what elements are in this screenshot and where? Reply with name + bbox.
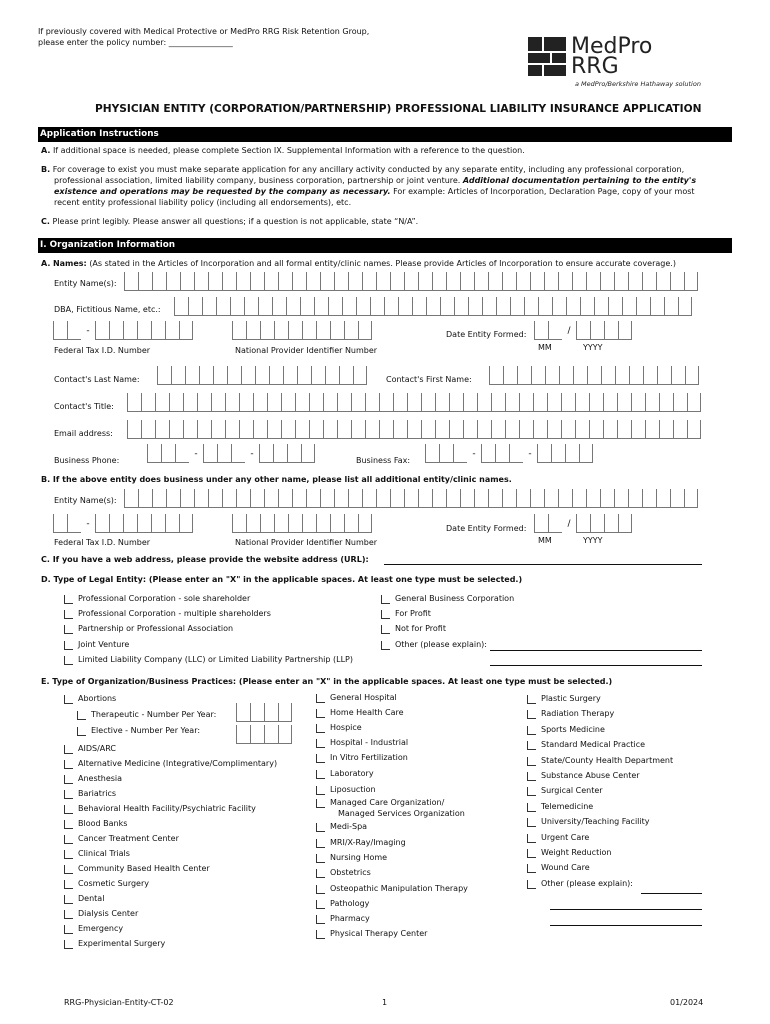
mm-label: MM [538,343,552,352]
dba-input[interactable] [174,297,692,317]
phone-label: Business Phone: [54,456,120,465]
instr-b-line3: For example: Articles of Incorporation, Declaration Page, copy of your most [393,187,695,196]
npi-input[interactable] [232,321,372,341]
option-label: Behavioral Health Facility/Psychiatric Facility [78,804,256,813]
checkbox[interactable] [527,834,536,843]
checkbox[interactable] [64,910,73,919]
option-label: Not for Profit [395,624,446,634]
option-label: Abortions [78,694,117,703]
logo-tagline: a MedPro/Berkshire Hathaway solution [575,80,701,88]
checkbox[interactable] [64,641,73,650]
option-label: Partnership or Professional Association [78,624,234,634]
org-c-question: C. If you have a web address, please provide the website address (URL): [41,555,369,564]
option-label: Urgent Care [541,832,590,842]
checkbox[interactable] [64,656,73,665]
instr-a-text: If additional space is needed, please complete Section IX. Supplemental Information with a reference to the question. [52,146,525,155]
checkbox[interactable] [64,610,73,619]
b-yyyy-label: YYYY [583,536,603,545]
option-label: University/Teaching Facility [541,817,650,827]
checkbox[interactable] [316,724,325,733]
section-i-heading: I. Organization Information [38,238,732,253]
checkbox[interactable] [64,880,73,889]
checkbox[interactable] [316,839,325,848]
checkbox[interactable] [316,739,325,748]
option-label: AIDS/ARC [78,744,116,753]
checkbox[interactable] [316,694,325,703]
instr-c-text: Please print legibly. Please answer all questions; if a question is not applicable, state “N/A”. [52,217,419,226]
option-label: Professional Corporation - multiple shareholders [78,609,271,619]
option-label: Standard Medical Practice [541,740,646,750]
business-fax-input[interactable] [425,444,593,464]
checkbox[interactable] [64,790,73,799]
org-d-question: D. Type of Legal Entity: (Please enter an "X" in the applicable spaces. At least one type must be selected.) [41,575,523,584]
b-npi-label: National Provider Identifier Number [235,538,378,547]
option-label: General Hospital [330,693,397,702]
option-label: Liposuction [330,785,376,794]
checkbox[interactable] [316,709,325,718]
org-a-text: (As stated in the Articles of Incorporation and all formal entity/clinic names. Please provide Articles of Incorporation to ensure accurate coverage.) [89,259,676,268]
checkbox[interactable] [527,849,536,858]
elective-count-input[interactable] [236,725,292,745]
checkbox[interactable] [64,775,73,784]
checkbox[interactable] [527,803,536,812]
option-label: Laboratory [330,769,374,778]
option-label: For Profit [395,609,431,619]
website-url-input[interactable] [384,564,702,565]
practice-other-explain-line3[interactable] [550,925,702,926]
option-label: Cancer Treatment Center [78,834,179,843]
checkbox[interactable] [64,925,73,934]
org-e-question: E. Type of Organization/Business Practices: (Please enter an "X" in the applicable spaces. At least one type must be selected.) [41,677,613,686]
checkbox[interactable] [316,770,325,779]
b-federal-tax-id-input[interactable] [53,514,193,534]
org-a-bold: Names: [52,259,87,268]
option-label: Emergency [78,924,124,933]
option-label: Elective - Number Per Year: [91,726,201,735]
checkbox[interactable] [64,625,73,634]
instr-b-line1: For coverage to exist you must make separate application for any ancillary activity conducted by any separate entity, including any professional corporation, [52,165,685,174]
checkbox[interactable] [381,610,390,619]
option-label: Weight Reduction [541,848,612,857]
npi-label: National Provider Identifier Number [235,346,378,355]
option-label: Telemedicine [541,801,594,811]
checkbox[interactable] [64,895,73,904]
option-label: Other (please explain): [541,878,633,888]
federal-tax-label: Federal Tax I.D. Number [54,346,151,355]
practice-other-explain-line1[interactable] [641,893,702,894]
checkbox[interactable] [316,900,325,909]
checkbox[interactable] [316,786,325,795]
option-label: Wound Care [541,863,590,873]
option-label: Radiation Therapy [541,709,615,719]
option-label: Osteopathic Manipulation Therapy [330,884,468,893]
instr-b-line3-bold: existence and operations may be requested by the company as necessary. [54,187,391,196]
option-label: State/County Health Department [541,755,674,765]
checkbox[interactable] [64,805,73,814]
option-label: Joint Venture [78,639,130,649]
dba-label: DBA, Fictitious Name, etc.: [54,305,161,314]
option-label: Dialysis Center [78,909,139,918]
instr-b-label: B. [41,165,51,174]
checkbox[interactable] [64,820,73,829]
option-label: Medi-Spa [330,822,368,831]
contact-title-input[interactable] [127,393,701,413]
b-date-formed-input[interactable] [534,514,632,534]
footer-date: 01/2024 [670,998,704,1007]
checkbox[interactable] [316,869,325,878]
option-label: Experimental Surgery [78,939,166,948]
b-entity-names-input[interactable] [124,489,698,509]
option-label: Pharmacy [330,914,370,923]
option-label: Physical Therapy Center [330,929,428,938]
instr-c-label: C. [41,217,50,226]
contact-last-label: Contact's Last Name: [54,375,140,384]
checkbox[interactable] [316,915,325,924]
logo-text-medpro: MedPro [571,34,653,59]
form-title: PHYSICIAN ENTITY (CORPORATION/PARTNERSHIP) PROFESSIONAL LIABILITY INSURANCE APPLICATION [95,103,702,115]
option-label: Alternative Medicine (Integrative/Complimentary) [78,759,278,768]
option-label: Managed Services Organization [338,809,465,818]
checkbox[interactable] [64,595,73,604]
checkbox[interactable] [64,940,73,949]
option-label: Substance Abuse Center [541,771,640,780]
separator: - [194,448,198,459]
option-label: Clinical Trials [78,849,130,858]
practice-other-explain-line2[interactable] [550,909,702,910]
instr-b-line2-bold: Additional documentation pertaining to the entity's [462,176,697,185]
checkbox[interactable] [527,818,536,827]
checkbox[interactable] [527,757,536,766]
option-label: Professional Corporation - sole shareholder [78,594,251,603]
checkbox[interactable] [316,854,325,863]
checkbox[interactable] [527,726,536,735]
legal-other-explain-line1[interactable] [490,650,702,651]
instr-a-label: A. [41,146,51,155]
contact-title-label: Contact's Title: [54,402,114,411]
therapeutic-count-input[interactable] [236,703,292,723]
checkbox[interactable] [316,754,325,763]
option-label: Pathology [330,899,370,908]
b-mm-label: MM [538,536,552,545]
date-formed-input[interactable] [534,321,632,341]
option-label: Community Based Health Center [78,864,210,873]
checkbox[interactable] [64,865,73,874]
option-label: In Vitro Fertilization [330,753,408,762]
option-label: Blood Banks [78,819,128,828]
contact-first-input[interactable] [489,366,699,386]
option-label: Plastic Surgery [541,694,601,703]
business-phone-input[interactable] [147,444,315,464]
option-label: Bariatrics [78,789,117,798]
contact-first-label: Contact's First Name: [386,375,472,384]
option-label: Surgical Center [541,786,603,796]
option-label: Obstetrics [330,868,371,877]
checkbox[interactable] [64,695,73,704]
checkbox[interactable] [527,710,536,719]
org-a-label: A. [41,259,51,268]
b-entity-names-label: Entity Name(s): [54,496,117,505]
date-formed-label: Date Entity Formed: [446,330,527,339]
footer-page-number: 1 [382,998,388,1007]
separator: - [472,448,476,459]
b-federal-tax-label: Federal Tax I.D. Number [54,538,151,547]
checkbox[interactable] [77,711,86,720]
option-label: Dental [78,894,105,903]
fax-label: Business Fax: [356,456,411,465]
prior-coverage-line2: please enter the policy number: ________________ [38,38,233,47]
option-label: General Business Corporation [395,594,515,603]
option-label: Sports Medicine [541,724,605,734]
checkbox[interactable] [527,880,536,889]
federal-tax-id-input[interactable] [53,321,193,341]
yyyy-label: YYYY [583,343,603,352]
org-b-question: B. If the above entity does business under any other name, please list all additional entity/clinic names. [41,475,512,484]
checkbox[interactable] [381,625,390,634]
option-label: Anesthesia [78,774,123,783]
entity-names-input[interactable] [124,272,698,292]
checkbox[interactable] [64,745,73,754]
checkbox[interactable] [527,741,536,750]
separator: - [86,518,90,529]
checkbox[interactable] [316,885,325,894]
option-label: Cosmetic Surgery [78,879,149,888]
prior-coverage-line1: If previously covered with Medical Protective or MedPro RRG Risk Retention Group, [38,27,370,36]
option-label: Limited Liability Company (LLC) or Limited Liability Partnership (LLP) [78,654,353,664]
checkbox[interactable] [316,823,325,832]
checkbox[interactable] [316,930,325,939]
option-label: Hospital - Industrial [330,738,409,747]
logo-text-rrg: RRG [571,54,619,79]
checkbox[interactable] [64,835,73,844]
checkbox[interactable] [381,641,390,650]
instr-b-line2: professional association, limited liability company, business corporation, partnership or joint venture. [54,176,461,185]
checkbox[interactable] [527,695,536,704]
checkbox[interactable] [77,727,86,736]
option-label: Home Health Care [330,708,404,717]
option-label: Managed Care Organization/ [330,798,445,807]
separator: - [528,448,532,459]
checkbox[interactable] [64,760,73,769]
b-npi-input[interactable] [232,514,372,534]
separator: / [567,518,571,529]
email-label: Email address: [54,429,113,438]
separator: - [86,325,90,336]
instructions-heading: Application Instructions [38,127,732,142]
instr-b-line4: recent entity professional liability policy (including all endorsements), etc. [54,198,352,207]
email-input[interactable] [127,420,701,440]
checkbox[interactable] [316,799,325,808]
checkbox[interactable] [64,850,73,859]
option-label: Therapeutic - Number Per Year: [91,710,217,719]
legal-other-explain-line2[interactable] [490,665,702,666]
entity-names-label: Entity Name(s): [54,279,117,288]
separator: / [567,325,571,336]
b-date-formed-label: Date Entity Formed: [446,524,527,533]
option-label: Nursing Home [330,853,388,862]
checkbox[interactable] [527,772,536,781]
option-label: Hospice [330,723,362,732]
option-label: Other (please explain): [395,639,487,649]
separator: - [250,448,254,459]
checkbox[interactable] [527,864,536,873]
checkbox[interactable] [527,787,536,796]
checkbox[interactable] [381,595,390,604]
contact-last-input[interactable] [157,366,367,386]
footer-form-id: RRG-Physician-Entity-CT-02 [64,998,174,1007]
option-label: MRI/X-Ray/Imaging [330,838,406,847]
